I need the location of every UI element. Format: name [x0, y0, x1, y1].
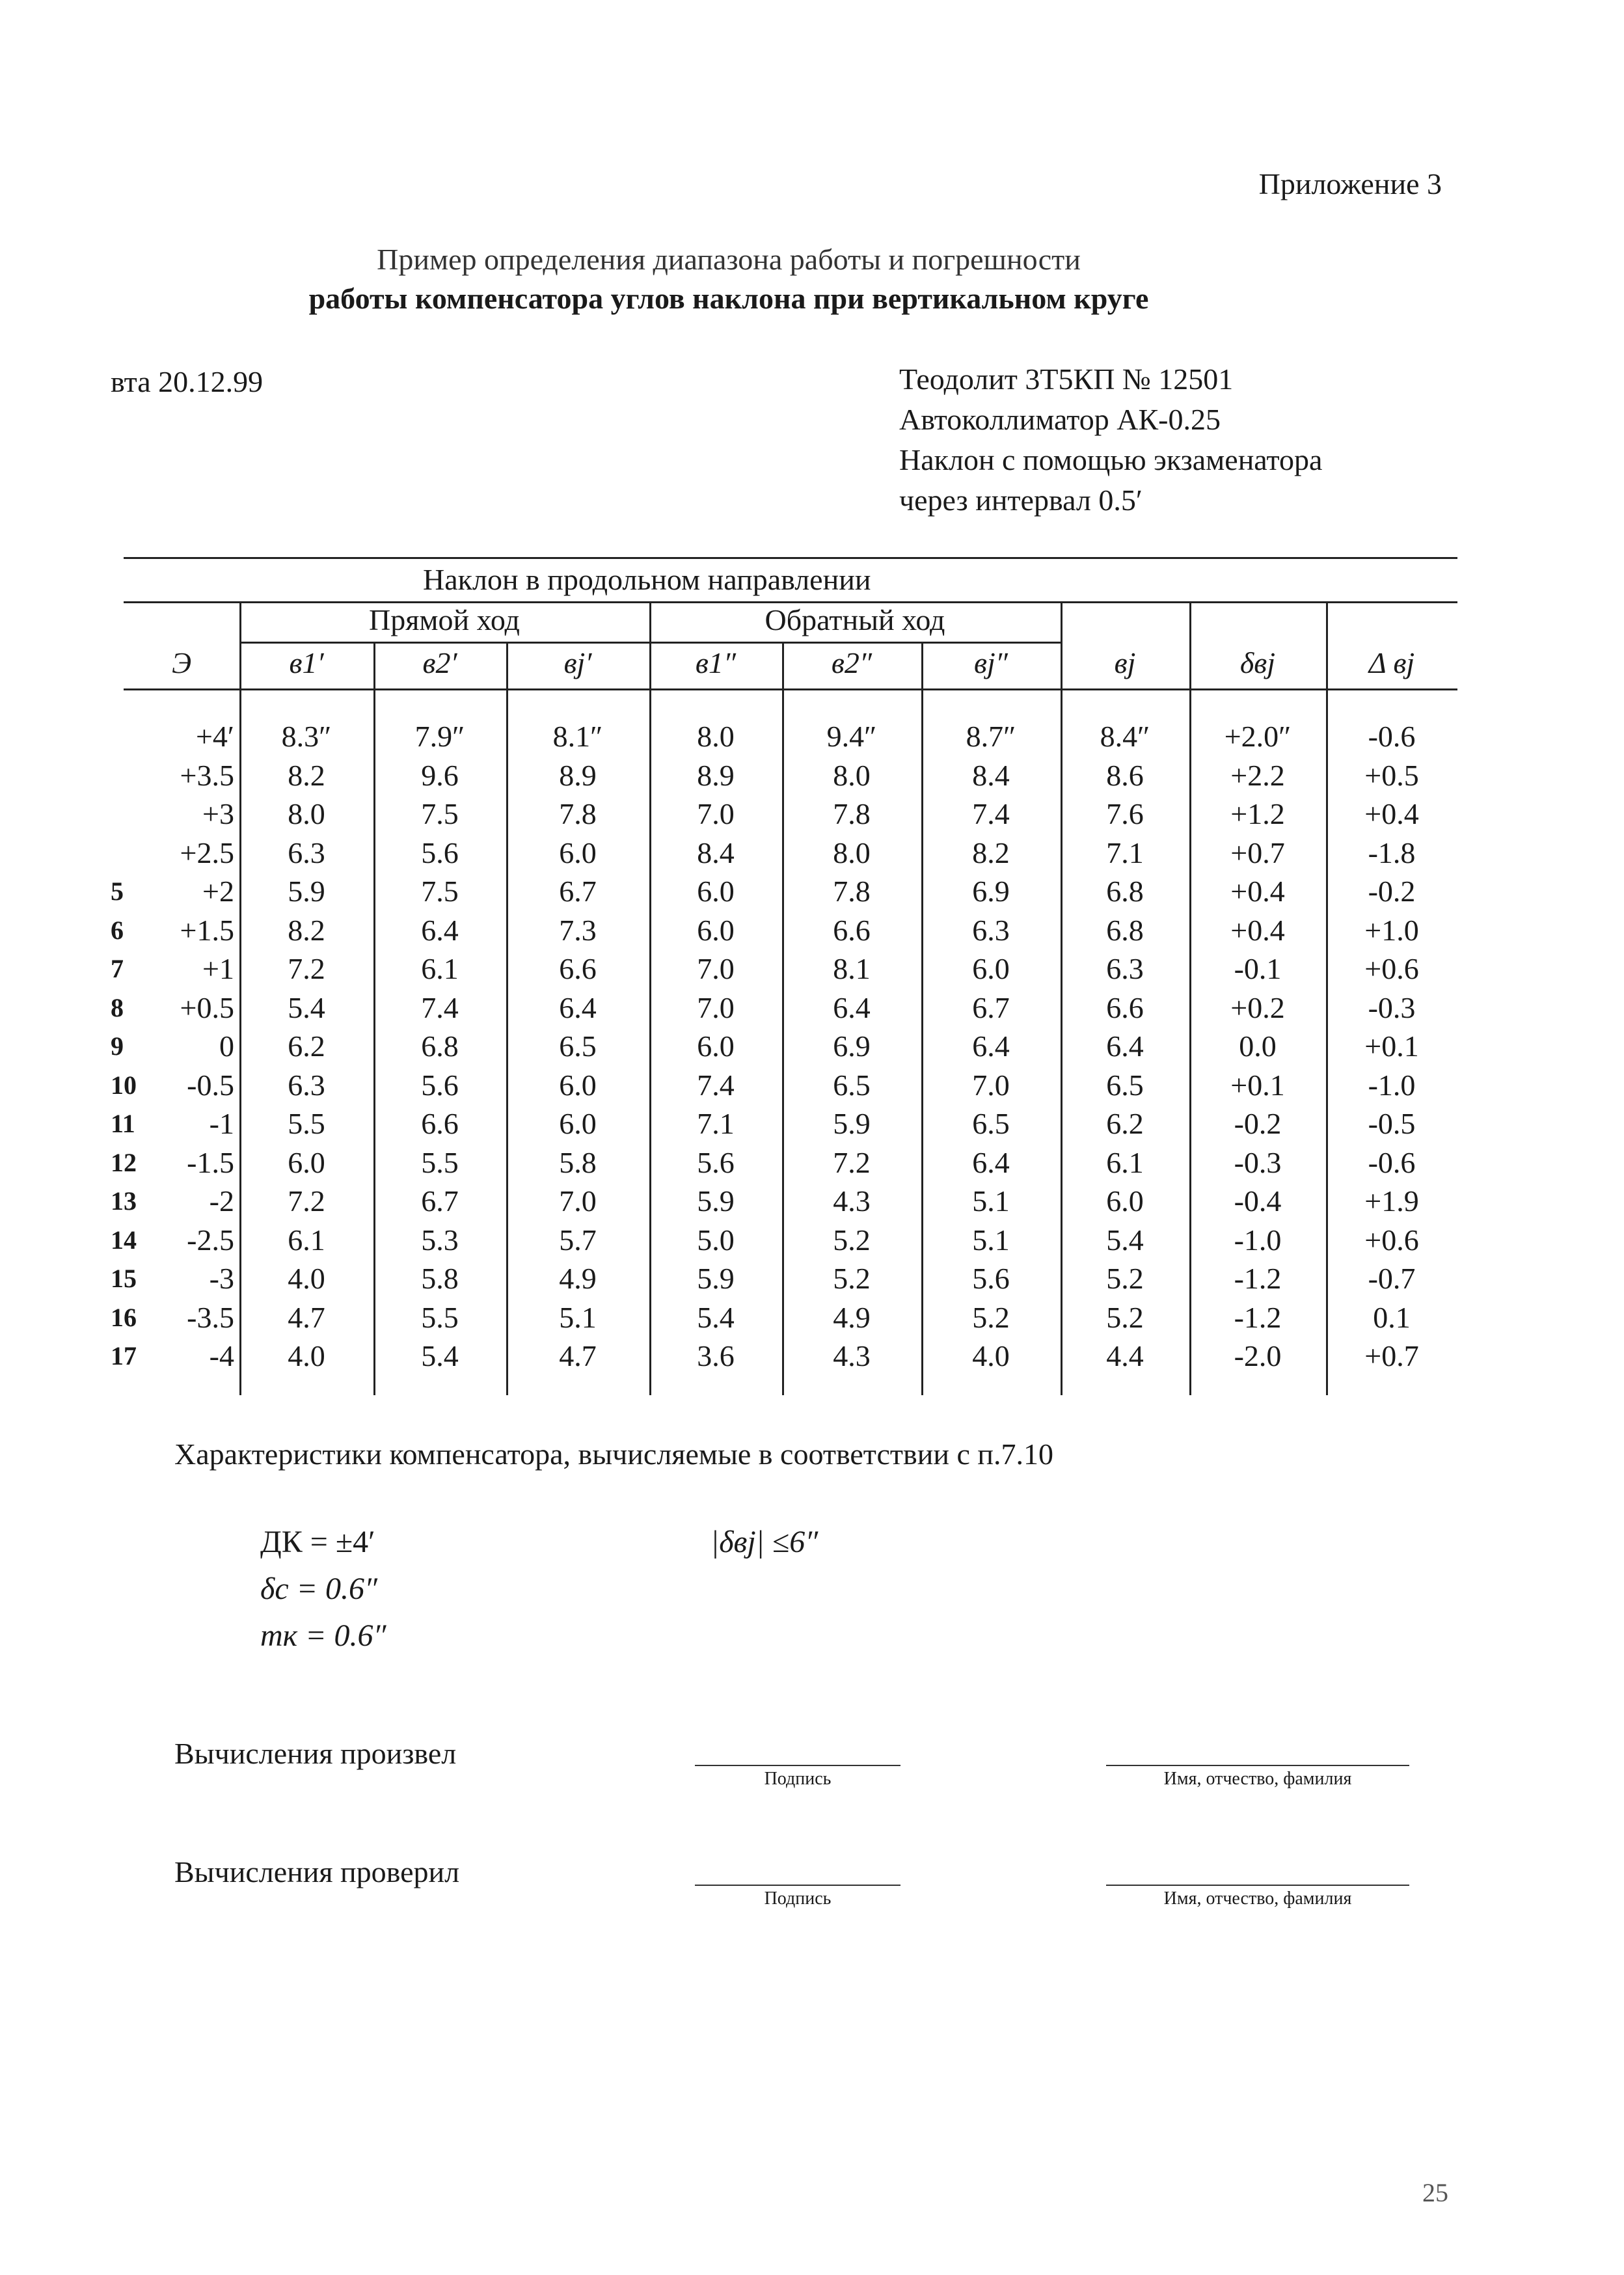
table-cell: 6.8 — [1106, 875, 1144, 908]
table-cell: 6.4 — [972, 1145, 1010, 1179]
table-cell: -0.2 — [1368, 875, 1416, 908]
table-cell: 6.7 — [559, 875, 597, 908]
table-cell: +0.4 — [1364, 797, 1419, 830]
measurement-table — [111, 557, 1457, 1403]
table-cell: 6.7 — [972, 990, 1010, 1024]
table-cell: -2.5 — [187, 1223, 234, 1257]
table-cell: 6.4 — [833, 990, 871, 1024]
direct-run-header: Прямой ход — [369, 603, 520, 636]
table-cell: 5.1 — [972, 1223, 1010, 1257]
table-cell: 5.2 — [972, 1300, 1010, 1334]
table-cell: -2 — [209, 1184, 234, 1218]
column-header: Δ вj — [1368, 646, 1415, 679]
table-cell: 7.2 — [288, 952, 325, 985]
table-cell: 6.5 — [972, 1107, 1010, 1140]
table-cell: 6.1 — [421, 952, 459, 985]
column-header: вj″ — [974, 646, 1008, 679]
name-caption: Имя, отчество, фамилия — [1163, 1769, 1352, 1789]
table-cell: 5.5 — [288, 1107, 325, 1140]
table-cell: +2 — [202, 875, 234, 908]
table-cell: 4.0 — [288, 1262, 325, 1295]
table-cell: 6.2 — [1106, 1107, 1144, 1140]
row-number: 11 — [111, 1109, 135, 1138]
table-cell: 8.2 — [972, 836, 1010, 869]
name-line — [1106, 1765, 1409, 1766]
table-cell: 5.3 — [421, 1223, 459, 1257]
formula-dk: ДК = ±4′ — [260, 1525, 375, 1559]
table-cell: 7.2 — [833, 1145, 871, 1179]
table-cell: 7.4 — [972, 797, 1010, 830]
table-cell: 5.1 — [559, 1300, 597, 1334]
column-header: в1″ — [695, 646, 737, 679]
table-cell: 5.9 — [288, 875, 325, 908]
row-number: 15 — [111, 1264, 137, 1293]
table-cell: 8.0 — [288, 797, 325, 830]
table-cell: 7.6 — [1106, 797, 1144, 830]
table-cell: 5.4 — [1106, 1223, 1144, 1257]
row-number: 14 — [111, 1225, 137, 1255]
tilt-interval: через интервал 0.5′ — [899, 484, 1143, 517]
table-cell: -1.0 — [1368, 1068, 1416, 1102]
table-cell: 8.6 — [1106, 758, 1144, 792]
row-number: 6 — [111, 915, 124, 945]
signature-line — [695, 1885, 900, 1886]
table-cell: -0.3 — [1368, 990, 1416, 1024]
row-number: 16 — [111, 1302, 137, 1332]
table-cell: +4′ — [195, 720, 234, 753]
column-header: δвj — [1239, 646, 1276, 679]
name-line — [1106, 1885, 1409, 1886]
table-cell: 7.9″ — [414, 720, 465, 753]
table-cell: 5.2 — [1106, 1300, 1144, 1334]
table-cell: +0.7 — [1230, 836, 1285, 869]
table-cell: +0.4 — [1230, 875, 1285, 908]
table-cell: -1 — [209, 1107, 234, 1140]
table-cell: +1 — [202, 952, 234, 985]
table-cell: 6.6 — [1106, 990, 1144, 1024]
table-cell: 7.8 — [833, 875, 871, 908]
table-cell: 5.5 — [421, 1145, 459, 1179]
table-cell: 5.9 — [697, 1262, 735, 1295]
table-cell: +1.9 — [1364, 1184, 1419, 1218]
table-cell: 5.8 — [559, 1145, 597, 1179]
table-cell: 5.9 — [697, 1184, 735, 1218]
table-cell: -0.6 — [1368, 1145, 1416, 1179]
table-cell: 8.7″ — [966, 720, 1016, 753]
table-cell: 6.3 — [1106, 952, 1144, 985]
row-number: 7 — [111, 954, 124, 983]
table-cell: 4.3 — [833, 1184, 871, 1218]
table-cell: 6.8 — [1106, 913, 1144, 947]
table-cell: 0 — [219, 1029, 234, 1063]
table-cell: 6.6 — [559, 952, 597, 985]
table-cell: +0.2 — [1230, 990, 1285, 1024]
table-cell: 6.4 — [972, 1029, 1010, 1063]
table-cell: 7.8 — [559, 797, 597, 830]
date-label: вта 20.12.99 — [111, 365, 264, 398]
table-cell: 8.2 — [288, 758, 325, 792]
table-cell: 6.2 — [288, 1029, 325, 1063]
table-cell: -2.0 — [1234, 1339, 1282, 1372]
table-cell: +1.0 — [1364, 913, 1419, 947]
formula-bound: |δвj| ≤6″ — [710, 1525, 819, 1559]
table-cell: 6.3 — [288, 836, 325, 869]
table-cell: 6.9 — [972, 875, 1010, 908]
table-cell: +3 — [202, 797, 234, 830]
table-cell: 6.4 — [1106, 1029, 1144, 1063]
instrument-autocollimator: Автоколлиматор АК-0.25 — [899, 403, 1221, 436]
row-number: 9 — [111, 1031, 124, 1061]
column-header: вj — [1114, 646, 1136, 679]
table-cell: 6.0 — [972, 952, 1010, 985]
table-cell: 5.9 — [833, 1107, 871, 1140]
table-cell: 3.6 — [697, 1339, 735, 1372]
table-cell: +0.6 — [1364, 952, 1419, 985]
table-colheader-rule — [124, 688, 1457, 690]
table-cell: 8.0 — [697, 720, 735, 753]
table-cell: 4.0 — [972, 1339, 1010, 1372]
table-cell: 6.0 — [1106, 1184, 1144, 1218]
table-cell: 7.2 — [288, 1184, 325, 1218]
table-cell: 6.0 — [697, 875, 735, 908]
table-cell: 5.0 — [697, 1223, 735, 1257]
table-cell: 7.1 — [697, 1107, 735, 1140]
column-header: Э — [171, 646, 192, 679]
table-cell: 7.0 — [697, 990, 735, 1024]
table-cell: 5.4 — [421, 1339, 459, 1372]
table-cell: 6.5 — [1106, 1068, 1144, 1102]
table-cell: 8.3″ — [281, 720, 332, 753]
table-cell: -4 — [209, 1339, 234, 1372]
table-cell: +0.5 — [1364, 758, 1419, 792]
table-cell: +2.2 — [1230, 758, 1285, 792]
table-cell: 6.1 — [1106, 1145, 1144, 1179]
signature-caption: Подпись — [764, 1888, 832, 1909]
table-cell: -1.0 — [1234, 1223, 1282, 1257]
table-cell: -0.4 — [1234, 1184, 1282, 1218]
table-cell: +0.5 — [180, 990, 234, 1024]
table-cell: 5.6 — [972, 1262, 1010, 1295]
table-cell: 7.0 — [559, 1184, 597, 1218]
table-cell: +0.1 — [1230, 1068, 1285, 1102]
table-cell: -0.2 — [1234, 1107, 1282, 1140]
table-cell: +1.2 — [1230, 797, 1285, 830]
row-number: 5 — [111, 877, 124, 906]
calc-by-label: Вычисления произвел — [174, 1737, 457, 1770]
appendix-label: Приложение 3 — [1258, 167, 1442, 200]
table-cell: 5.4 — [697, 1300, 735, 1334]
table-cell: +2.0″ — [1224, 720, 1292, 753]
table-cell: -1.2 — [1234, 1300, 1282, 1334]
table-cell: 5.6 — [421, 836, 459, 869]
table-cell: 8.2 — [288, 913, 325, 947]
table-cell: 7.5 — [421, 875, 459, 908]
tilt-method: Наклон с помощью экзаменатора — [899, 443, 1323, 476]
row-number: 17 — [111, 1341, 137, 1370]
table-cell: 6.0 — [697, 1029, 735, 1063]
table-cell: -0.5 — [187, 1068, 234, 1102]
table-cell: 9.4″ — [826, 720, 877, 753]
table-cell: 6.0 — [559, 836, 597, 869]
table-cell: 4.0 — [288, 1339, 325, 1372]
table-cell: 6.6 — [421, 1107, 459, 1140]
table-cell: 8.0 — [833, 836, 871, 869]
document-title-line-1: Пример определения диапазона работы и погрешности — [377, 243, 1081, 276]
table-cell: 7.1 — [1106, 836, 1144, 869]
table-top-rule — [124, 557, 1457, 559]
table-cell: -1.8 — [1368, 836, 1416, 869]
reverse-run-header: Обратный ход — [765, 603, 945, 636]
table-cell: +0.1 — [1364, 1029, 1419, 1063]
table-cell: 6.8 — [421, 1029, 459, 1063]
table-cell: 8.4 — [972, 758, 1010, 792]
table-cell: 7.5 — [421, 797, 459, 830]
column-header: в2′ — [422, 646, 457, 679]
table-cell: 8.4 — [697, 836, 735, 869]
table-cell: 4.4 — [1106, 1339, 1144, 1372]
table-cell: 7.3 — [559, 913, 597, 947]
table-cell: 7.0 — [697, 952, 735, 985]
table-cell: 6.0 — [559, 1107, 597, 1140]
table-cell: 5.2 — [833, 1262, 871, 1295]
table-cell: 8.4″ — [1100, 720, 1150, 753]
signature-caption: Подпись — [764, 1769, 832, 1789]
table-cell: -3.5 — [187, 1300, 234, 1334]
table-cell: 6.5 — [833, 1068, 871, 1102]
table-cell: 8.9 — [697, 758, 735, 792]
table-cell: 6.3 — [972, 913, 1010, 947]
table-cell: -0.5 — [1368, 1107, 1416, 1140]
table-cell: 6.1 — [288, 1223, 325, 1257]
table-cell: 6.4 — [559, 990, 597, 1024]
document-title-line-2: работы компенсатора углов наклона при вертикальном круге — [308, 282, 1149, 315]
table-cell: -0.7 — [1368, 1262, 1416, 1295]
table-cell: +0.4 — [1230, 913, 1285, 947]
table-cell: 5.2 — [833, 1223, 871, 1257]
formula-delta-c: δс = 0.6″ — [260, 1572, 377, 1606]
table-cell: 8.9 — [559, 758, 597, 792]
table-cell: 5.5 — [421, 1300, 459, 1334]
table-cell: -1.2 — [1234, 1262, 1282, 1295]
table-cell: 5.4 — [288, 990, 325, 1024]
table-cell: 7.8 — [833, 797, 871, 830]
table-cell: 5.2 — [1106, 1262, 1144, 1295]
column-header: вj′ — [563, 646, 592, 679]
table-cell: 4.9 — [833, 1300, 871, 1334]
table-cell: +0.6 — [1364, 1223, 1419, 1257]
row-number: 13 — [111, 1186, 137, 1216]
formula-m-k: mк = 0.6″ — [260, 1618, 386, 1653]
table-cell: 8.1″ — [552, 720, 603, 753]
name-caption: Имя, отчество, фамилия — [1163, 1888, 1352, 1909]
table-cell: 5.8 — [421, 1262, 459, 1295]
table-cell: 7.0 — [972, 1068, 1010, 1102]
table-cell: 6.4 — [421, 913, 459, 947]
row-number: 12 — [111, 1147, 137, 1177]
table-cell: -0.1 — [1234, 952, 1282, 985]
table-cell: 4.7 — [559, 1339, 597, 1372]
table-cell: 6.0 — [288, 1145, 325, 1179]
table-cell: -1.5 — [187, 1145, 234, 1179]
table-cell: 7.4 — [421, 990, 459, 1024]
table-cell: +2.5 — [180, 836, 234, 869]
table-cell: +3.5 — [180, 758, 234, 792]
signature-line — [695, 1765, 900, 1766]
table-cell: 8.0 — [833, 758, 871, 792]
table-cell: 7.4 — [697, 1068, 735, 1102]
table-cell: 5.7 — [559, 1223, 597, 1257]
table-cell: 6.5 — [559, 1029, 597, 1063]
table-cell: 6.3 — [288, 1068, 325, 1102]
table-cell: 5.1 — [972, 1184, 1010, 1218]
row-number: 10 — [111, 1070, 137, 1100]
table-cell: 9.6 — [421, 758, 459, 792]
table-cell: 4.7 — [288, 1300, 325, 1334]
table-main-header: Наклон в продольном направлении — [423, 563, 871, 596]
table-cell: 7.0 — [697, 797, 735, 830]
table-cell: 5.6 — [421, 1068, 459, 1102]
table-cell: 6.7 — [421, 1184, 459, 1218]
table-cell: 6.0 — [697, 913, 735, 947]
table-cell: 6.6 — [833, 913, 871, 947]
table-cell: -0.6 — [1368, 720, 1416, 753]
table-cell: 4.3 — [833, 1339, 871, 1372]
table-cell: 5.6 — [697, 1145, 735, 1179]
page-number: 25 — [1422, 2178, 1448, 2207]
table-cell: -0.3 — [1234, 1145, 1282, 1179]
table-cell: -3 — [209, 1262, 234, 1295]
column-header: в2″ — [831, 646, 873, 679]
table-cell: +0.7 — [1364, 1339, 1419, 1372]
instrument-theodolite: Теодолит 3Т5КП № 12501 — [899, 362, 1234, 396]
table-cell: 0.0 — [1239, 1029, 1277, 1063]
table-cell: +1.5 — [180, 913, 234, 947]
row-number: 8 — [111, 992, 124, 1022]
checked-by-label: Вычисления проверил — [174, 1855, 460, 1888]
characteristics-text: Характеристики компенсатора, вычисляемые в соответствии с п.7.10 — [174, 1437, 1053, 1471]
table-cell: 6.0 — [559, 1068, 597, 1102]
table-cell: 4.9 — [559, 1262, 597, 1295]
table-cell: 6.9 — [833, 1029, 871, 1063]
column-header: в1′ — [289, 646, 324, 679]
table-cell: 8.1 — [833, 952, 871, 985]
table-cell: 0.1 — [1373, 1300, 1411, 1334]
